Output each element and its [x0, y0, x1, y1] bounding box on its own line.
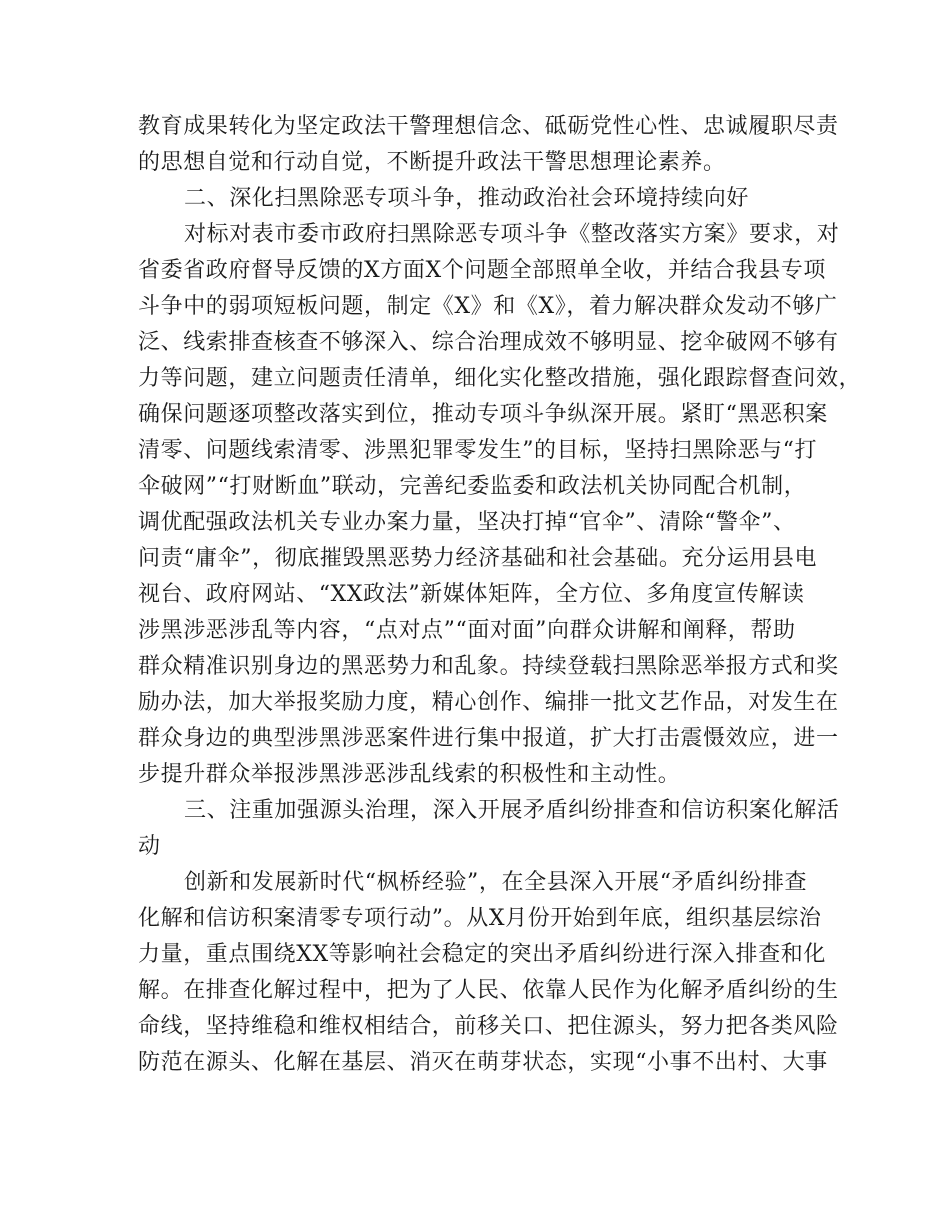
text-line: 省委省政府督导反馈的X方面X个问题全部照单全收，并结合我县专项 — [138, 258, 826, 283]
text-line: 涉黑涉恶涉乱等内容，“点对点”“面对面”向群众讲解和阐释，帮助 — [138, 618, 796, 643]
text-line: 的思想自觉和行动自觉，不断提升政法干警思想理论素养。 — [138, 150, 726, 175]
text-line: 视台、政府网站、“XX政法”新媒体矩阵，全方位、多角度宣传解读 — [138, 582, 805, 607]
text-line: 确保问题逐项整改落实到位，推动专项斗争纵深开展。紧盯“黑恶积案 — [138, 402, 828, 427]
text-line: 泛、线索排查核查不够深入、综合治理成效不够明显、挖伞破网不够有 — [138, 330, 839, 355]
text-line: 化解和信访积案清零专项行动”。从X月份开始到年底，组织基层综治 — [138, 906, 822, 931]
text-line: 对标对表市委市政府扫黑除恶专项斗争《整改落实方案》要求，对 — [184, 222, 840, 247]
text-line: 群众精准识别身边的黑恶势力和乱象。持续登载扫黑除恶举报方式和奖 — [138, 654, 839, 679]
text-line: 防范在源头、化解在基层、消灭在萌芽状态，实现“小事不出村、大事 — [138, 1050, 828, 1075]
text-line: 力等问题，建立问题责任清单，细化实化整改措施，强化跟踪督查问效， — [138, 366, 862, 391]
text-line: 力量，重点围绕XX等影响社会稳定的突出矛盾纠纷进行深入排查和化 — [138, 942, 826, 967]
text-line: 动 — [138, 834, 161, 859]
text-line: 步提升群众举报涉黑涉恶涉乱线索的积极性和主动性。 — [138, 762, 681, 787]
text-line: 教育成果转化为坚定政法干警理想信念、砥砺党性心性、忠诚履职尽责 — [138, 114, 839, 139]
text-line: 斗争中的弱项短板问题，制定《X》和《X》，着力解决群众发动不够广 — [138, 294, 838, 319]
text-line: 三、注重加强源头治理，深入开展矛盾纠纷排查和信访积案化解活 — [184, 798, 840, 823]
document-body — [138, 109, 862, 1081]
text-line: 励办法，加大举报奖励力度，精心创作、编排一批文艺作品，对发生在 — [138, 690, 839, 715]
text-line: 解。在排查化解过程中，把为了人民、依靠人民作为化解矛盾纠纷的生 — [138, 978, 839, 1003]
text-line: 伞破网”“打财断血”联动，完善纪委监委和政法机关协同配合机制， — [138, 474, 807, 499]
text-line: 创新和发展新时代“枫桥经验”，在全县深入开展“矛盾纠纷排查 — [184, 870, 808, 895]
text-line: 群众身边的典型涉黑涉恶案件进行集中报道，扩大打击震慑效应，进一 — [138, 726, 839, 751]
text-line: 清零、问题线索清零、涉黑犯罪零发生”的目标，坚持扫黑除恶与“打 — [138, 438, 818, 463]
text-line: 问责“庸伞”，彻底摧毁黑恶势力经济基础和社会基础。充分运用县电 — [138, 546, 818, 571]
text-line: 命线，坚持维稳和维权相结合，前移关口、把住源头，努力把各类风险 — [138, 1014, 839, 1039]
text-line: 二、深化扫黑除恶专项斗争，推动政治社会环境持续向好 — [184, 186, 750, 211]
text-line: 调优配强政法机关专业办案力量，坚决打掉“官伞”、清除“警伞”、 — [138, 510, 796, 535]
